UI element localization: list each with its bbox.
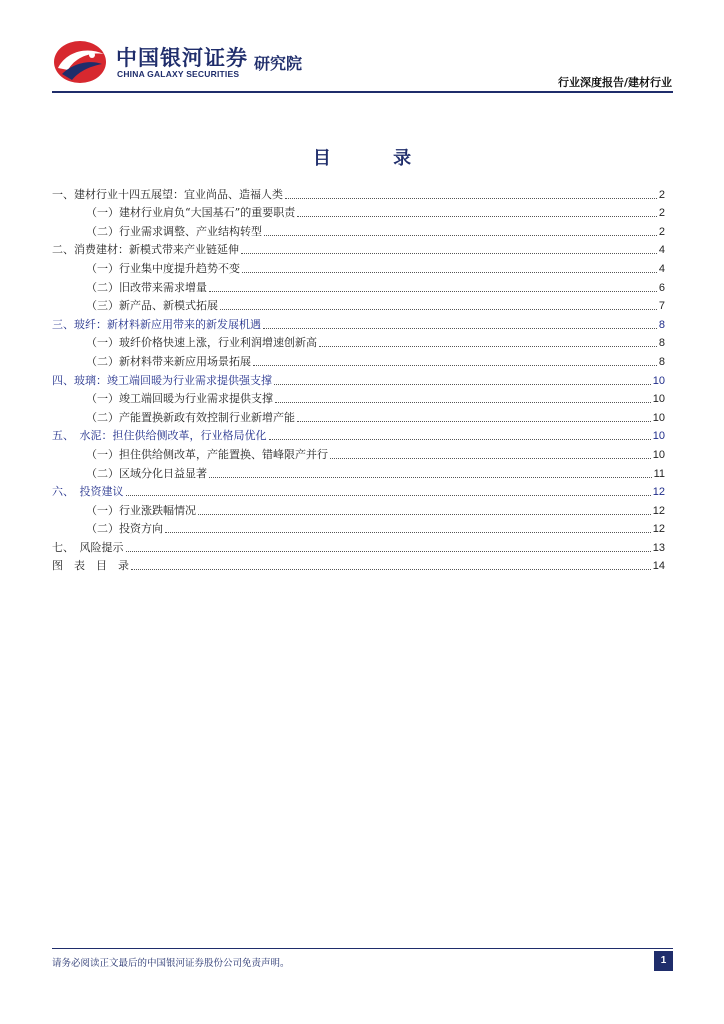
- brand-name-cn: 中国银河证券: [116, 46, 248, 70]
- toc-entry[interactable]: [52, 536, 665, 555]
- toc-entry-page: 2: [658, 188, 665, 201]
- toc-entry[interactable]: [52, 406, 665, 425]
- toc-entry[interactable]: [52, 276, 665, 295]
- page-number-badge: 1: [654, 951, 673, 971]
- toc-entry[interactable]: [52, 369, 665, 388]
- toc-entry[interactable]: [52, 257, 665, 276]
- toc-entry-page: 10: [652, 430, 665, 443]
- page-header: [0, 0, 724, 95]
- toc-entry-page: 14: [652, 560, 665, 573]
- toc-entry[interactable]: [52, 239, 665, 258]
- toc-entry-page: 10: [652, 448, 665, 461]
- toc-leader-dots: [269, 439, 651, 440]
- toc-entry-page: 8: [658, 337, 665, 350]
- toc-entry-page: 12: [652, 504, 665, 517]
- toc-entry[interactable]: [52, 183, 665, 202]
- toc-entry-label: （三）新产品、新模式拓展: [86, 299, 218, 313]
- brand-name-en: CHINA GALAXY SECURITIES: [117, 69, 240, 79]
- toc-entry[interactable]: [52, 518, 665, 537]
- toc-entry-label: 图 表 目 录: [52, 559, 129, 573]
- toc-entry-page: 2: [658, 225, 665, 238]
- toc-entry-label: （二）产能置换新政有效控制行业新增产能: [86, 410, 295, 424]
- toc-entry[interactable]: [52, 295, 665, 314]
- toc-leader-dots: [275, 402, 651, 403]
- toc-entry-label: （二）旧改带来需求增量: [86, 280, 207, 294]
- toc-entry[interactable]: [52, 481, 665, 500]
- toc-entry[interactable]: [52, 202, 665, 221]
- toc-title: 目 录: [312, 148, 440, 169]
- toc-entry-label: 七、 风险提示: [52, 540, 124, 554]
- toc-leader-dots: [263, 328, 657, 329]
- toc-entry-page: 10: [652, 393, 665, 406]
- toc-entry-label: （一）建材行业肩负“大国基石”的重要职责: [86, 206, 296, 220]
- toc-entry-page: 12: [652, 523, 665, 536]
- toc-leader-dots: [319, 346, 657, 347]
- toc-leader-dots: [297, 216, 657, 217]
- toc-leader-dots: [253, 365, 657, 366]
- toc-entry[interactable]: [52, 555, 665, 574]
- toc-entry-page: 10: [652, 411, 665, 424]
- toc-leader-dots: [297, 421, 651, 422]
- toc-entry-label: （一）竣工端回暖为行业需求提供支撑: [86, 392, 273, 406]
- company-logo: [52, 38, 322, 86]
- toc-entry-page: 4: [658, 244, 665, 257]
- toc-entry[interactable]: [52, 499, 665, 518]
- galaxy-logo-icon: [52, 38, 108, 86]
- toc-entry-label: （二）行业需求调整、产业结构转型: [86, 224, 262, 238]
- toc-leader-dots: [165, 532, 651, 533]
- toc-leader-dots: [126, 551, 651, 552]
- toc-entry[interactable]: [52, 350, 665, 369]
- toc-entry-label: （一）玻纤价格快速上涨，行业利润增速创新高: [86, 336, 317, 350]
- toc-entry-page: 12: [652, 486, 665, 499]
- toc-entry-label: 六、 投资建议: [52, 485, 124, 499]
- toc-leader-dots: [209, 291, 657, 292]
- toc-entry[interactable]: [52, 332, 665, 351]
- toc-entry[interactable]: [52, 313, 665, 332]
- toc-entry-page: 10: [652, 374, 665, 387]
- toc-leader-dots: [330, 458, 651, 459]
- toc-entry[interactable]: [52, 443, 665, 462]
- toc-entry-label: 五、 水泥：担住供给侧改革，行业格局优化: [52, 429, 267, 443]
- toc-entry-label: （一）担住供给侧改革，产能置换、错峰限产并行: [86, 447, 328, 461]
- disclaimer-text: 请务必阅读正文最后的中国银河证券股份公司免责声明。: [52, 958, 290, 969]
- toc-leader-dots: [220, 309, 657, 310]
- toc-entry-page: 6: [658, 281, 665, 294]
- toc-leader-dots: [241, 253, 657, 254]
- toc-entry-page: 8: [658, 355, 665, 368]
- toc-entry[interactable]: [52, 425, 665, 444]
- toc-entry-page: 2: [658, 207, 665, 220]
- toc-leader-dots: [274, 384, 651, 385]
- toc-leader-dots: [264, 235, 657, 236]
- toc-entry[interactable]: [52, 462, 665, 481]
- toc-entry-label: （二）区域分化日益显著: [86, 466, 207, 480]
- toc-entry-label: （一）行业集中度提升趋势不变: [86, 261, 240, 275]
- toc-entry-page: 11: [653, 467, 665, 480]
- toc-leader-dots: [126, 495, 651, 496]
- toc-entry-page: 13: [652, 541, 665, 554]
- toc-entry-label: （二）新材料带来新应用场景拓展: [86, 354, 251, 368]
- toc-entry-page: 4: [658, 262, 665, 275]
- toc-entry[interactable]: [52, 220, 665, 239]
- toc-leader-dots: [242, 272, 657, 273]
- toc-entry-label: 二、消费建材：新模式带来产业链延伸: [52, 243, 239, 257]
- toc-entry-label: （一）行业涨跌幅情况: [86, 503, 196, 517]
- header-divider: [52, 91, 673, 93]
- toc-entry-page: 7: [658, 300, 665, 313]
- toc-leader-dots: [131, 569, 651, 570]
- toc-entry-page: 8: [658, 318, 665, 331]
- toc-entry-label: 一、建材行业十四五展望：宜业尚品、造福人类: [52, 187, 283, 201]
- toc-entry-label: 四、玻璃：竣工端回暖为行业需求提供强支撑: [52, 373, 272, 387]
- report-type-label: 行业深度报告/建材行业: [557, 76, 672, 89]
- footer-divider: [52, 948, 673, 949]
- table-of-contents: [52, 183, 665, 573]
- toc-leader-dots: [198, 514, 651, 515]
- toc-entry[interactable]: [52, 388, 665, 407]
- toc-leader-dots: [285, 198, 657, 199]
- brand-subtitle: 研究院: [254, 54, 303, 73]
- toc-entry-label: 三、玻纤：新材料新应用带来的新发展机遇: [52, 317, 261, 331]
- toc-entry-label: （二）投资方向: [86, 522, 163, 536]
- toc-leader-dots: [209, 477, 652, 478]
